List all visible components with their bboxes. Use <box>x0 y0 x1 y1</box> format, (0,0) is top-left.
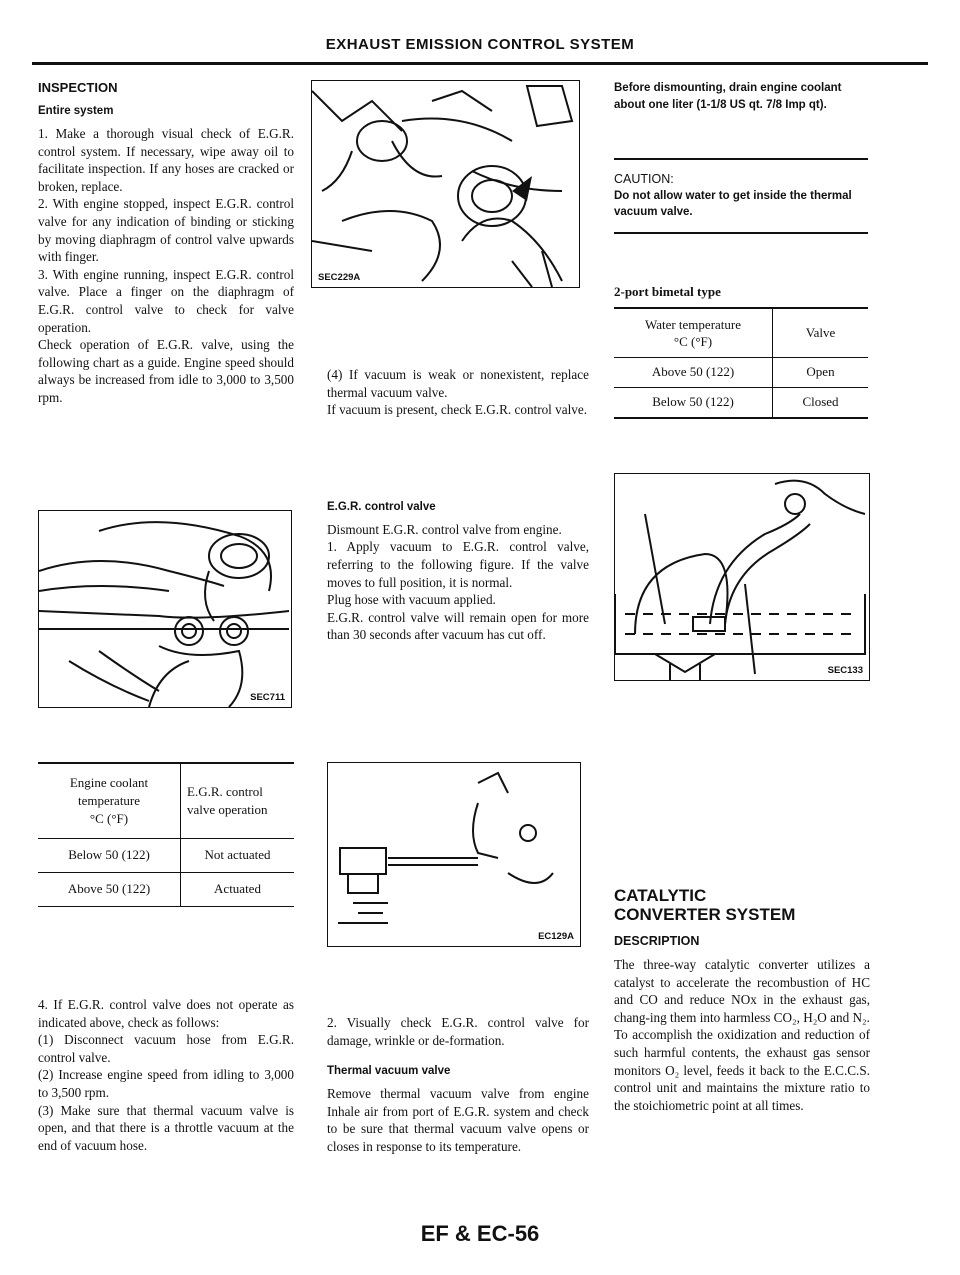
table-header-valve: Valve <box>805 324 836 340</box>
table-row <box>38 838 294 872</box>
paragraph: 3. With engine running, inspect E.G.R. control valve. Place a finger on the diaphragm of E.G.R. control valve to check for valve operation. <box>38 266 294 335</box>
vacuum-test-illustration <box>328 763 580 946</box>
paragraph: 4. If E.G.R. control valve does not operate as indicated above, check as follows: <box>38 997 294 1030</box>
inspection-heading: INSPECTION <box>38 80 118 95</box>
bimetal-title: 2-port bimetal type <box>614 284 721 299</box>
table-header-temp: Engine coolant temperature <box>69 774 149 808</box>
paragraph: The three-way catalytic converter utilizes a catalyst to accelerate the recombustion of HC and CO and reduce NOx in the exhaust gas, chang-ing them into harmless CO₂, H₂O and N₂. <box>614 957 870 1025</box>
thermal-valve-illustration <box>615 474 869 680</box>
table-header-temp: Water temperature <box>644 316 742 332</box>
table-cell: Open <box>806 364 835 379</box>
caution-text: Do not allow water to get inside the thermal vacuum valve. <box>614 190 852 218</box>
catalytic-section <box>614 886 870 1114</box>
paragraph: Remove thermal vacuum valve from engine Inhale air from port of E.G.R. system and check to be sure that thermal vacuum valve opens or closes in response to its temperature. <box>327 1086 589 1154</box>
entire-system-heading: Entire system <box>38 105 114 117</box>
engine-bay-illustration <box>312 81 579 287</box>
egr-valve-illustration <box>39 511 291 707</box>
figure-label: SEC133 <box>827 665 863 676</box>
table-cell: Actuated <box>214 881 261 896</box>
paragraph: To accomplish the oxidization and reduction of such harmful contents, the exhaust gas sensor monitors O₂ level, feeds it back to the E.C.C.S. control unit and maintains the mixture ratio to the stoichiometric point at all times. <box>614 1027 870 1113</box>
middle-column-text-lower <box>327 1014 589 1156</box>
bimetal-title-wrap <box>614 284 870 300</box>
paragraph: 1. Apply vacuum to E.G.R. control valve, referring to the following figure. If the valve moves to full position, it is normal. <box>327 539 589 590</box>
table-cell: Closed <box>802 394 839 410</box>
catalytic-heading: CATALYTIC <box>614 886 707 905</box>
figure-thermal-valve-test <box>614 473 870 681</box>
table-cell: Below 50 (122) <box>614 387 773 417</box>
table-header-operation: E.G.R. control valve operation <box>187 783 268 817</box>
paragraph: (1) Disconnect vacuum hose from E.G.R. control valve. <box>38 1032 294 1065</box>
page-header: EXHAUST EMISSION CONTROL SYSTEM <box>325 36 635 53</box>
figure-label: EC129A <box>538 931 574 942</box>
paragraph: Check operation of E.G.R. valve, using the following chart as a guide. Engine speed should always be increased from idle to 3,000 to 3,500 rpm. <box>38 337 294 405</box>
page-number: EF & EC-56 <box>420 1221 540 1246</box>
drain-note: Before dismounting, drain engine coolant about one liter (1-1/8 US qt. 7/8 Imp qt). <box>614 82 842 111</box>
table-cell: Above 50 (122) <box>38 872 181 906</box>
paragraph: (3) Make sure that thermal vacuum valve is open, and that there is a throttle vacuum at the end of vacuum hose. <box>38 1102 294 1153</box>
paragraph: If vacuum is present, check E.G.R. control valve. <box>327 402 588 418</box>
caution-title: CAUTION: <box>614 172 674 186</box>
figure-egr-valve-finger <box>38 510 292 708</box>
figure-engine-bay <box>311 80 580 288</box>
figure-label: SEC711 <box>250 692 285 703</box>
left-column-text-lower <box>38 996 294 1154</box>
left-column-text <box>38 80 294 407</box>
figure-vacuum-test <box>327 762 581 947</box>
table-row <box>614 357 868 387</box>
description-heading: DESCRIPTION <box>614 934 700 948</box>
egr-operation-table <box>38 762 294 907</box>
paragraph: Dismount E.G.R. control valve from engine. <box>327 521 562 537</box>
table-row <box>614 387 868 417</box>
figure-label: SEC229A <box>318 272 361 283</box>
catalytic-heading: CONVERTER SYSTEM <box>614 905 796 924</box>
paragraph: 1. Make a thorough visual check of E.G.R. control system. If necessary, wipe away oil to facilitate inspection. If any hoses are cracked or broken, replace. <box>38 126 294 194</box>
table-row <box>38 872 294 906</box>
paragraph: Plug hose with vacuum applied. <box>327 592 496 608</box>
paragraph: (4) If vacuum is weak or nonexistent, replace thermal vacuum valve. <box>327 367 589 400</box>
thermal-vacuum-heading: Thermal vacuum valve <box>327 1065 451 1078</box>
right-column-top <box>614 80 870 114</box>
rule <box>614 232 868 234</box>
paragraph: 2. With engine stopped, inspect E.G.R. control valve for any indication of binding or sticking by moving diaphragm of control valve upwards with finger. <box>38 196 294 265</box>
table-header-unit: °C (°F) <box>673 333 713 349</box>
paragraph: (2) Increase engine speed from idling to 3,000 to 3,500 rpm. <box>38 1067 294 1100</box>
header-rule <box>32 62 928 65</box>
rule <box>614 158 868 160</box>
table-cell: Not actuated <box>204 847 271 862</box>
table-cell: Above 50 (122) <box>614 357 773 387</box>
paragraph: 2. Visually check E.G.R. control valve for damage, wrinkle or de-formation. <box>327 1015 589 1048</box>
table-cell: Below 50 (122) <box>38 838 181 872</box>
bimetal-table <box>614 307 868 419</box>
table-header-unit: °C (°F) <box>89 810 129 826</box>
caution-block <box>614 172 870 220</box>
egr-valve-heading: E.G.R. control valve <box>327 500 436 513</box>
middle-column-text <box>327 366 589 644</box>
paragraph: E.G.R. control valve will remain open for more than 30 seconds after vacuum has cut off. <box>327 609 589 643</box>
